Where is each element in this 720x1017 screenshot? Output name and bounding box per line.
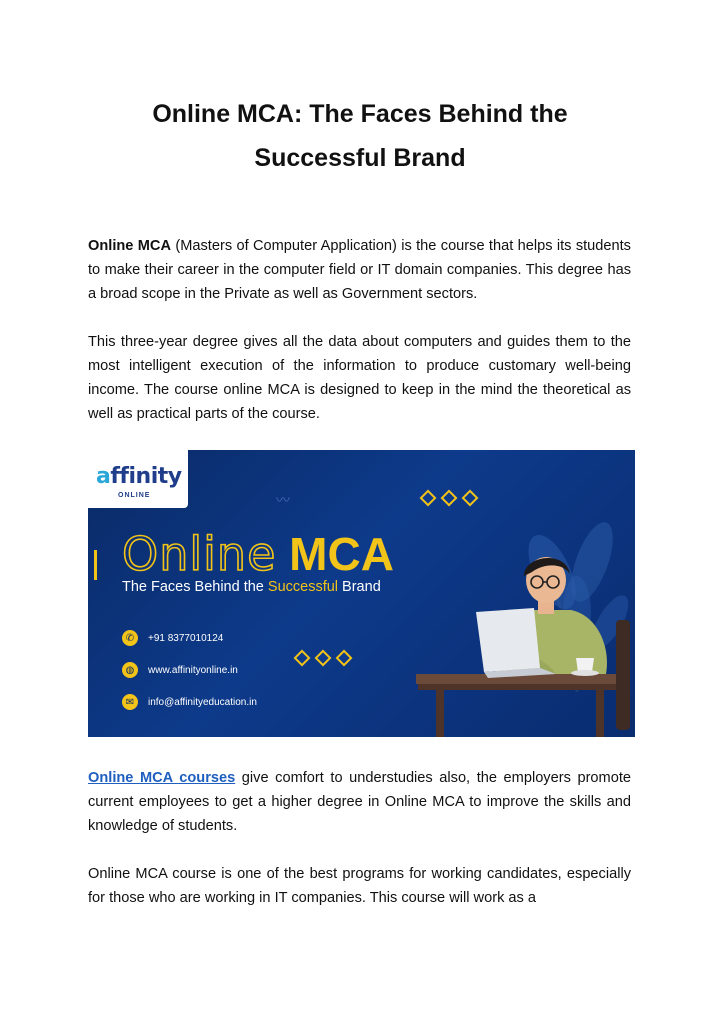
contact-email: ✉ info@affinityeducation.in — [122, 694, 257, 710]
bold-term: Online MCA — [88, 238, 171, 254]
paragraph-text: This three-year degree gives all the data about computers and guides them to the most intelligent execution of the information to produce customary well-being income. The course online MCA is designed to keep in the mind the theoretical as well as practical parts of the course. — [88, 334, 631, 422]
phone-icon: ✆ — [122, 630, 138, 646]
globe-icon: ◍ — [122, 662, 138, 678]
diamond-decoration-icon — [296, 652, 350, 664]
paragraph-intro — [88, 234, 631, 306]
affinity-logo — [88, 450, 188, 508]
title-line-2: Successful Brand — [254, 144, 466, 172]
paragraph-working — [88, 862, 631, 910]
wave-decoration-icon: 〰 — [276, 492, 290, 508]
promo-banner-image — [88, 450, 635, 737]
accent-bar — [94, 550, 97, 580]
paragraph-text: give comfort to understudies also, the employers promote current employees to get a higher degree in Online MCA to improve the skills and knowledge of students. — [88, 770, 631, 834]
online-mca-courses-link[interactable]: Online MCA courses — [88, 770, 236, 786]
paragraph-text: (Masters of Computer Application) is the course that helps its students to make their career in the computer field or IT domain companies. This degree has a broad scope in the Private as well as Government sectors. — [88, 238, 631, 302]
paragraph-degree — [88, 330, 631, 426]
paragraph-text: Online MCA course is one of the best programs for working candidates, especially for those who are working in IT companies. This course will work as a — [88, 866, 631, 906]
logo-subtext: ONLINE — [118, 492, 151, 499]
paragraph-courses — [88, 766, 631, 838]
title-line-1: Online MCA: The Faces Behind the — [152, 100, 568, 128]
person-at-laptop-illustration-icon — [406, 550, 635, 737]
banner-headline: Online MCA — [122, 527, 394, 581]
page-title — [88, 92, 632, 180]
contact-website: ◍ www.affinityonline.in — [122, 662, 238, 678]
diamond-decoration-icon — [422, 492, 476, 504]
logo-wordmark: affinity — [96, 464, 182, 489]
email-icon: ✉ — [122, 694, 138, 710]
contact-phone: ✆ +91 8377010124 — [122, 630, 223, 646]
banner-subline: The Faces Behind the Successful Brand — [122, 579, 381, 595]
